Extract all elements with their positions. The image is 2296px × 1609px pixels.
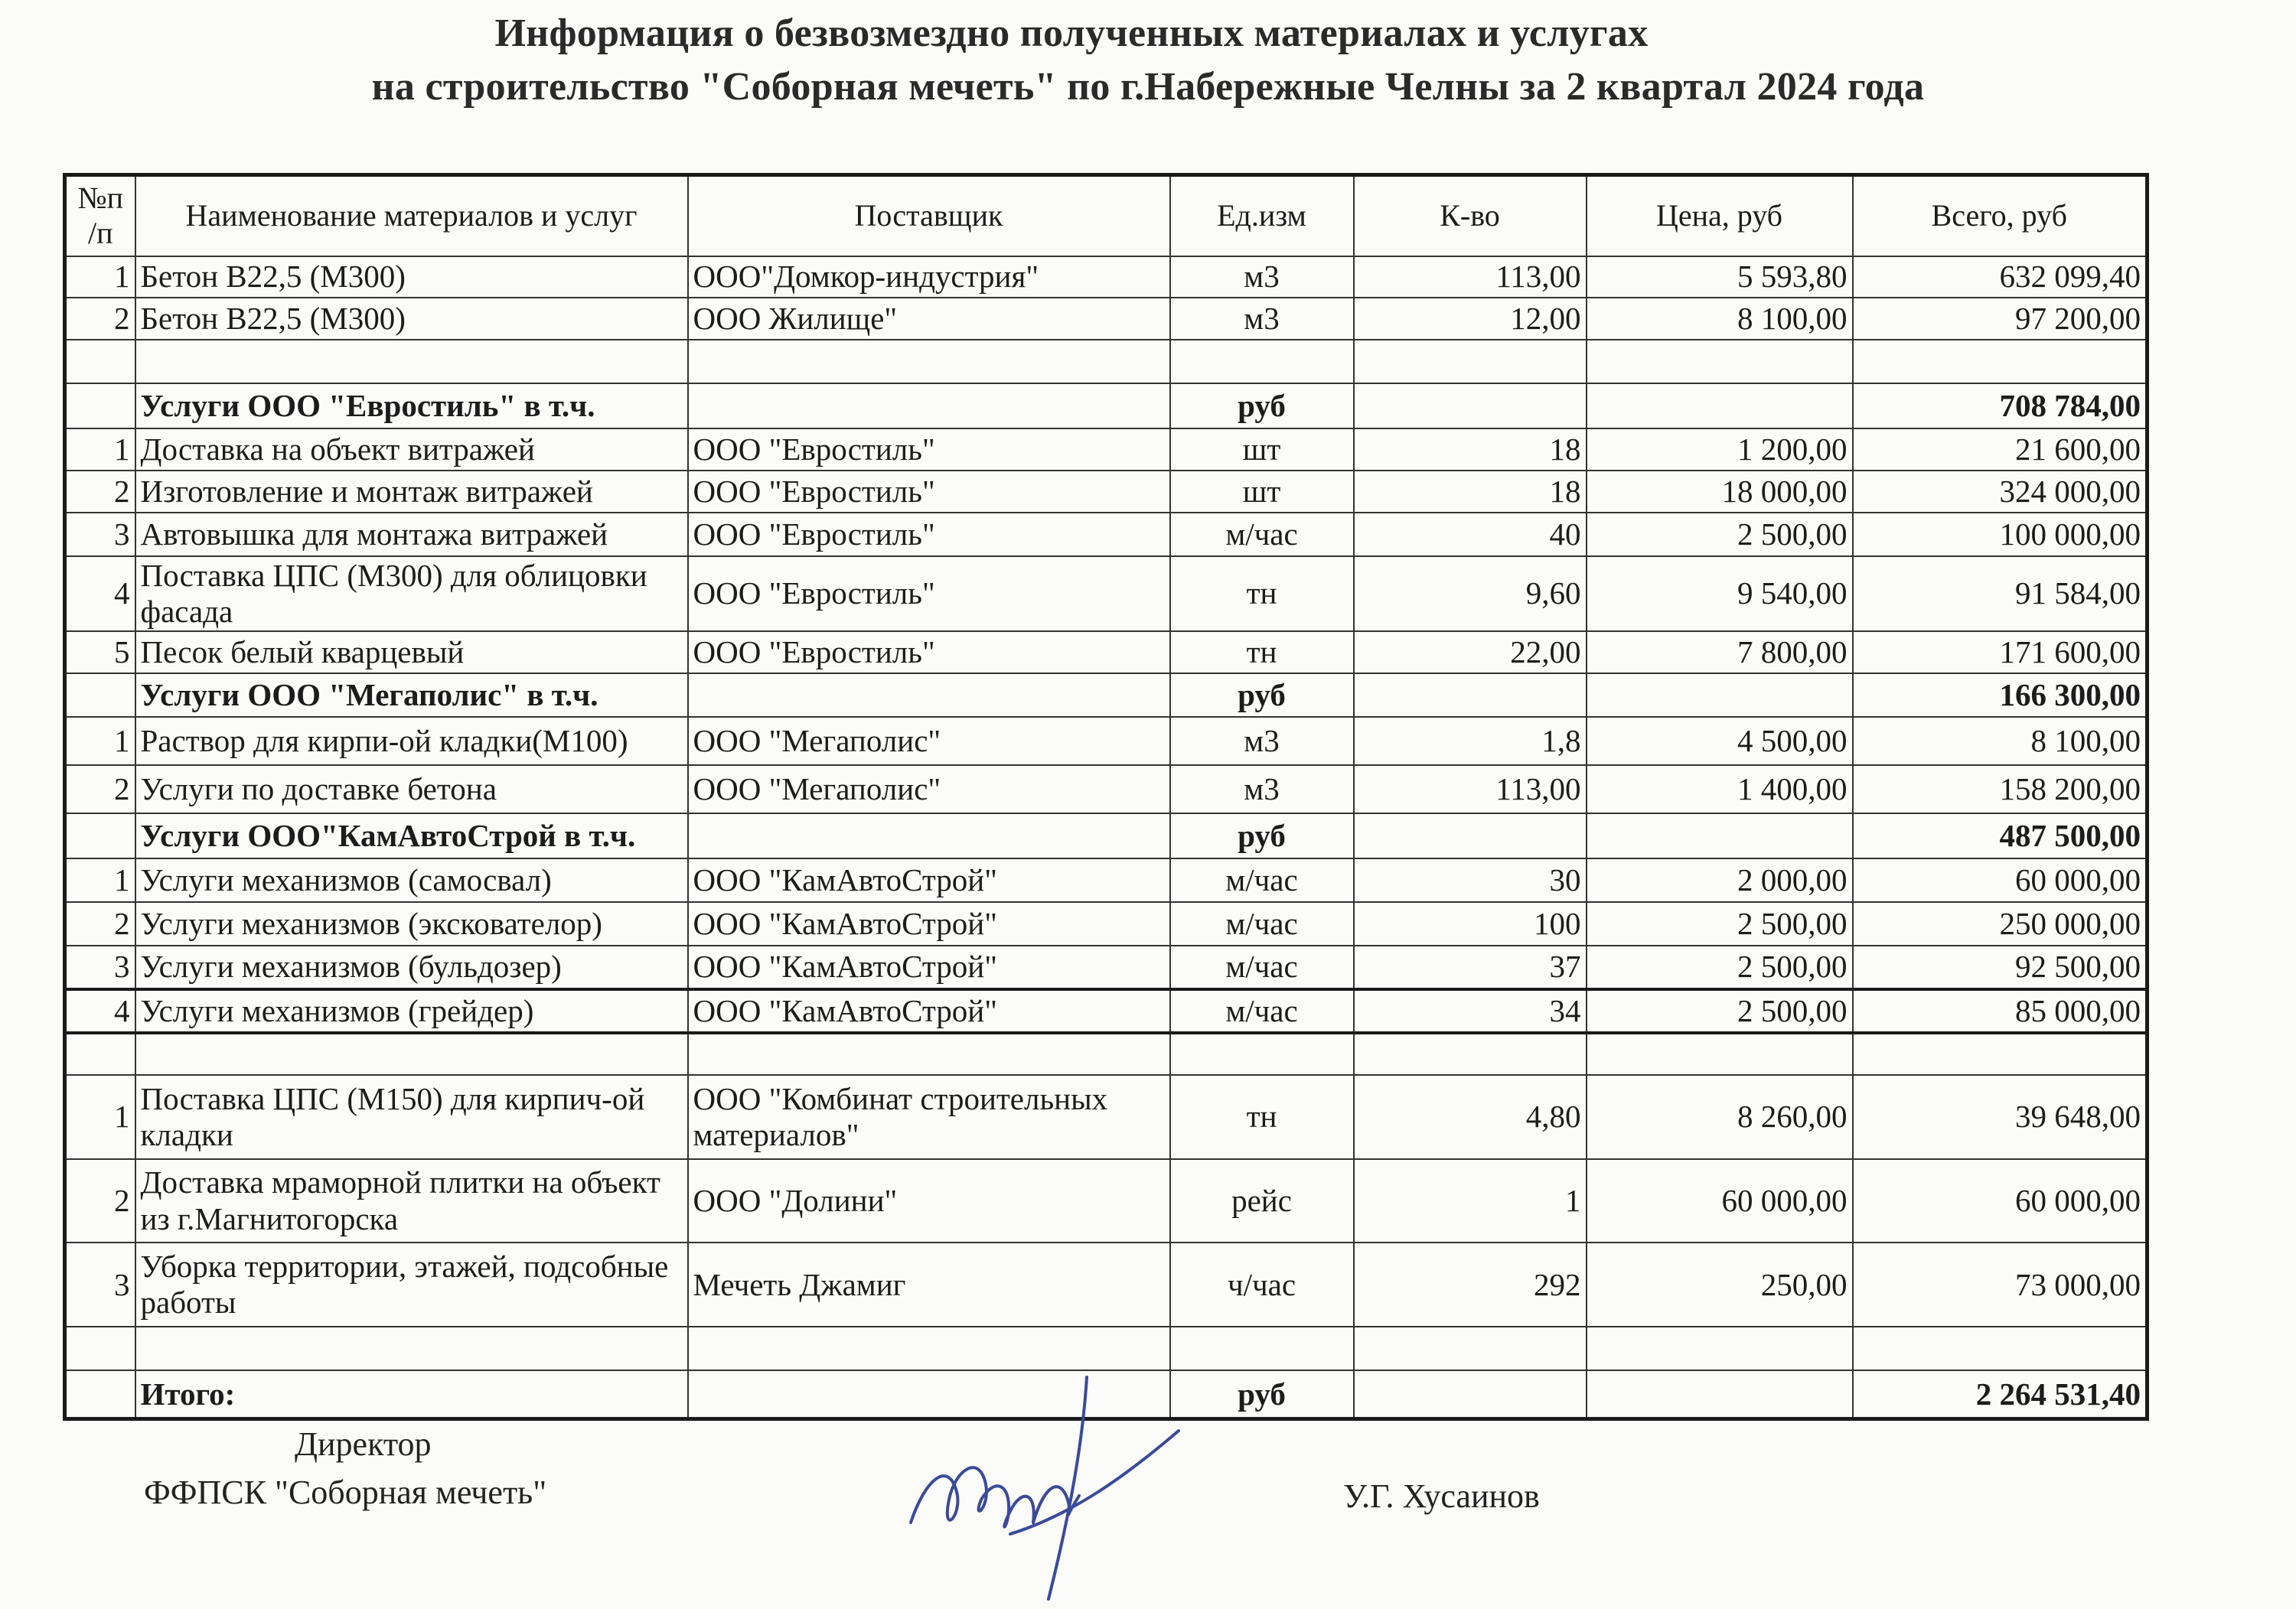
row-price: 8 260,00: [1587, 1075, 1853, 1159]
row-total: 60 000,00: [1853, 1159, 2148, 1243]
row-unit: м3: [1170, 717, 1354, 765]
row-price: 1 400,00: [1587, 765, 1853, 813]
row-supplier: ООО Жилище": [688, 298, 1170, 340]
row-unit: ч/час: [1170, 1243, 1354, 1327]
row-number: 1: [65, 1075, 135, 1159]
row-supplier: [688, 673, 1170, 717]
row-total: 158 200,00: [1853, 765, 2148, 813]
table-row: [65, 256, 2148, 298]
row-quantity: 18: [1354, 428, 1587, 471]
table-row: [65, 631, 2148, 673]
row-name: Услуги механизмов (самосвал): [135, 858, 688, 902]
row-unit: [1170, 340, 1354, 383]
row-total: [1853, 1033, 2148, 1075]
row-price: 2 500,00: [1587, 989, 1853, 1033]
table-row: [65, 1075, 2148, 1159]
row-quantity: 18: [1354, 471, 1587, 513]
row-name: Бетон В22,5 (М300): [135, 256, 688, 298]
row-total: 250 000,00: [1853, 902, 2148, 946]
row-quantity: 9,60: [1354, 556, 1587, 631]
row-supplier: ООО "Долини": [688, 1159, 1170, 1243]
table-row: [65, 989, 2148, 1033]
row-name: Итого:: [135, 1370, 688, 1418]
table-row: [65, 813, 2148, 858]
row-quantity: 113,00: [1354, 765, 1587, 813]
row-number: [65, 673, 135, 717]
row-unit: м/час: [1170, 858, 1354, 902]
row-unit: м3: [1170, 765, 1354, 813]
table-body: [65, 256, 2148, 1419]
header-total: Всего, руб: [1853, 175, 2148, 256]
row-total: 100 000,00: [1853, 513, 2148, 556]
row-price: 60 000,00: [1587, 1159, 1853, 1243]
row-name: [135, 1033, 688, 1075]
signer-name: У.Г. Хусаинов: [1343, 1477, 1540, 1515]
row-number: [65, 1033, 135, 1075]
row-total: [1853, 1327, 2148, 1370]
document-title-line-1: Информация о безвозмездно полученных материалах и услугах: [494, 11, 1649, 55]
row-name: Услуги механизмов (экскователор): [135, 902, 688, 946]
row-total: 2 264 531,40: [1853, 1370, 2148, 1418]
row-price: 8 100,00: [1587, 298, 1853, 340]
header-supplier: Поставщик: [688, 175, 1170, 256]
row-price: 7 800,00: [1587, 631, 1853, 673]
table-row: [65, 946, 2148, 989]
table-row: [65, 717, 2148, 765]
row-name: Бетон В22,5 (М300): [135, 298, 688, 340]
row-number: [65, 383, 135, 428]
row-unit: [1170, 1327, 1354, 1370]
materials-services-table: [63, 173, 2149, 1421]
row-price: [1587, 813, 1853, 858]
row-supplier: [688, 383, 1170, 428]
row-quantity: 113,00: [1354, 256, 1587, 298]
row-name: Услуги ООО "Евростиль" в т.ч.: [135, 383, 688, 428]
row-total: 73 000,00: [1853, 1243, 2148, 1327]
row-unit: руб: [1170, 1370, 1354, 1418]
row-name: Доставка мраморной плитки на объект из г.Магнитогорска: [135, 1159, 688, 1243]
row-supplier: [688, 1327, 1170, 1370]
row-price: 9 540,00: [1587, 556, 1853, 631]
row-quantity: [1354, 1370, 1587, 1418]
row-name: Изготовление и монтаж витражей: [135, 471, 688, 513]
row-name: Услуги механизмов (грейдер): [135, 989, 688, 1033]
row-price: [1587, 1370, 1853, 1418]
row-supplier: ООО "Евростиль": [688, 513, 1170, 556]
row-name: Поставка ЦПС (М300) для облицовки фасада: [135, 556, 688, 631]
row-supplier: ООО "КамАвтоСтрой": [688, 858, 1170, 902]
row-supplier: ООО "Евростиль": [688, 471, 1170, 513]
header-quantity: К-во: [1354, 175, 1587, 256]
row-name: Поставка ЦПС (М150) для кирпич-ой кладки: [135, 1075, 688, 1159]
row-total: 171 600,00: [1853, 631, 2148, 673]
row-unit: тн: [1170, 556, 1354, 631]
table-row: [65, 428, 2148, 471]
row-supplier: ООО "Мегаполис": [688, 765, 1170, 813]
table-row: [65, 902, 2148, 946]
table-row: [65, 556, 2148, 631]
row-supplier: ООО"Домкор-индустрия": [688, 256, 1170, 298]
row-unit: руб: [1170, 673, 1354, 717]
row-name: [135, 1327, 688, 1370]
document-title-line-2: на строительство "Соборная мечеть" по г.Набережные Челны за 2 квартал 2024 года: [371, 65, 1925, 109]
row-quantity: [1354, 673, 1587, 717]
row-unit: м/час: [1170, 513, 1354, 556]
row-unit: тн: [1170, 631, 1354, 673]
table-row: [65, 1243, 2148, 1327]
row-quantity: 34: [1354, 989, 1587, 1033]
row-total: 91 584,00: [1853, 556, 2148, 631]
table-row: [65, 1033, 2148, 1075]
handwritten-signature: [895, 1370, 1186, 1607]
signer-position-line-2: ФФПСК "Соборная мечеть": [144, 1474, 547, 1511]
row-unit: м/час: [1170, 989, 1354, 1033]
row-number: 1: [65, 717, 135, 765]
row-name: [135, 340, 688, 383]
row-quantity: [1354, 340, 1587, 383]
row-quantity: 1: [1354, 1159, 1587, 1243]
row-supplier: ООО "КамАвтоСтрой": [688, 989, 1170, 1033]
row-supplier: ООО "Евростиль": [688, 556, 1170, 631]
row-total: 324 000,00: [1853, 471, 2148, 513]
row-total: 166 300,00: [1853, 673, 2148, 717]
row-quantity: 100: [1354, 902, 1587, 946]
row-supplier: ООО "Евростиль": [688, 631, 1170, 673]
row-name: Уборка территории, этажей, подсобные работы: [135, 1243, 688, 1327]
row-unit: м/час: [1170, 902, 1354, 946]
row-total: 8 100,00: [1853, 717, 2148, 765]
row-number: [65, 340, 135, 383]
row-total: 97 200,00: [1853, 298, 2148, 340]
row-price: [1587, 1033, 1853, 1075]
row-supplier: [688, 1033, 1170, 1075]
row-name: Доставка на объект витражей: [135, 428, 688, 471]
row-name: Автовышка для монтажа витражей: [135, 513, 688, 556]
row-quantity: 30: [1354, 858, 1587, 902]
row-number: 2: [65, 1159, 135, 1243]
table-row: [65, 1159, 2148, 1243]
row-quantity: 4,80: [1354, 1075, 1587, 1159]
row-name: Песок белый кварцевый: [135, 631, 688, 673]
row-quantity: [1354, 1033, 1587, 1075]
row-number: [65, 1370, 135, 1418]
row-total: 21 600,00: [1853, 428, 2148, 471]
header-unit: Ед.изм: [1170, 175, 1354, 256]
table-row: [65, 858, 2148, 902]
row-number: 2: [65, 902, 135, 946]
table-row: [65, 513, 2148, 556]
row-supplier: ООО "Комбинат строительных материалов": [688, 1075, 1170, 1159]
row-name: Услуги механизмов (бульдозер): [135, 946, 688, 989]
row-number: 3: [65, 1243, 135, 1327]
row-total: 708 784,00: [1853, 383, 2148, 428]
row-quantity: 40: [1354, 513, 1587, 556]
row-price: [1587, 1327, 1853, 1370]
table-row: [65, 340, 2148, 383]
header-price: Цена, руб: [1587, 175, 1853, 256]
row-price: 4 500,00: [1587, 717, 1853, 765]
row-number: 1: [65, 428, 135, 471]
row-unit: шт: [1170, 471, 1354, 513]
row-price: 5 593,80: [1587, 256, 1853, 298]
row-quantity: 12,00: [1354, 298, 1587, 340]
row-quantity: 22,00: [1354, 631, 1587, 673]
row-price: 2 500,00: [1587, 513, 1853, 556]
row-price: 1 200,00: [1587, 428, 1853, 471]
row-number: 3: [65, 513, 135, 556]
row-name: Раствор для кирпи-ой кладки(М100): [135, 717, 688, 765]
row-total: 487 500,00: [1853, 813, 2148, 858]
row-price: 2 500,00: [1587, 946, 1853, 989]
row-unit: м3: [1170, 298, 1354, 340]
row-unit: тн: [1170, 1075, 1354, 1159]
table-row: [65, 765, 2148, 813]
row-quantity: 37: [1354, 946, 1587, 989]
table-row: [65, 383, 2148, 428]
table-row: [65, 1327, 2148, 1370]
row-total: [1853, 340, 2148, 383]
row-unit: рейс: [1170, 1159, 1354, 1243]
row-quantity: [1354, 1327, 1587, 1370]
row-quantity: [1354, 383, 1587, 428]
row-supplier: ООО "КамАвтоСтрой": [688, 902, 1170, 946]
table-row: [65, 471, 2148, 513]
row-unit: руб: [1170, 383, 1354, 428]
signer-position-line-1: Директор: [295, 1425, 432, 1463]
row-quantity: 292: [1354, 1243, 1587, 1327]
row-total: 60 000,00: [1853, 858, 2148, 902]
row-price: 250,00: [1587, 1243, 1853, 1327]
row-number: 4: [65, 989, 135, 1033]
row-supplier: ООО "КамАвтоСтрой": [688, 946, 1170, 989]
row-number: 2: [65, 298, 135, 340]
row-unit: м/час: [1170, 946, 1354, 989]
row-total: 632 099,40: [1853, 256, 2148, 298]
row-price: [1587, 340, 1853, 383]
row-number: 1: [65, 256, 135, 298]
row-price: 2 500,00: [1587, 902, 1853, 946]
header-name: Наименование материалов и услуг: [135, 175, 688, 256]
row-number: [65, 813, 135, 858]
row-unit: м3: [1170, 256, 1354, 298]
row-number: 1: [65, 858, 135, 902]
row-total: 92 500,00: [1853, 946, 2148, 989]
row-supplier: ООО "Мегаполис": [688, 717, 1170, 765]
row-price: [1587, 673, 1853, 717]
row-total: 85 000,00: [1853, 989, 2148, 1033]
table-header-row: [65, 175, 2148, 256]
row-supplier: [688, 340, 1170, 383]
row-name: Услуги по доставке бетона: [135, 765, 688, 813]
row-number: 3: [65, 946, 135, 989]
row-number: 2: [65, 765, 135, 813]
row-unit: шт: [1170, 428, 1354, 471]
row-quantity: 1,8: [1354, 717, 1587, 765]
row-total: 39 648,00: [1853, 1075, 2148, 1159]
row-supplier: [688, 813, 1170, 858]
row-unit: руб: [1170, 813, 1354, 858]
row-unit: [1170, 1033, 1354, 1075]
row-number: [65, 1327, 135, 1370]
row-name: Услуги ООО "Мегаполис" в т.ч.: [135, 673, 688, 717]
table-row: [65, 673, 2148, 717]
row-quantity: [1354, 813, 1587, 858]
row-supplier: ООО "Евростиль": [688, 428, 1170, 471]
row-number: 4: [65, 556, 135, 631]
table-row: [65, 298, 2148, 340]
row-supplier: Мечеть Джамиг: [688, 1243, 1170, 1327]
row-number: 5: [65, 631, 135, 673]
row-price: [1587, 383, 1853, 428]
row-price: 18 000,00: [1587, 471, 1853, 513]
header-number: №п /п: [65, 175, 135, 256]
row-name: Услуги ООО"КамАвтоСтрой в т.ч.: [135, 813, 688, 858]
row-number: 2: [65, 471, 135, 513]
row-price: 2 000,00: [1587, 858, 1853, 902]
